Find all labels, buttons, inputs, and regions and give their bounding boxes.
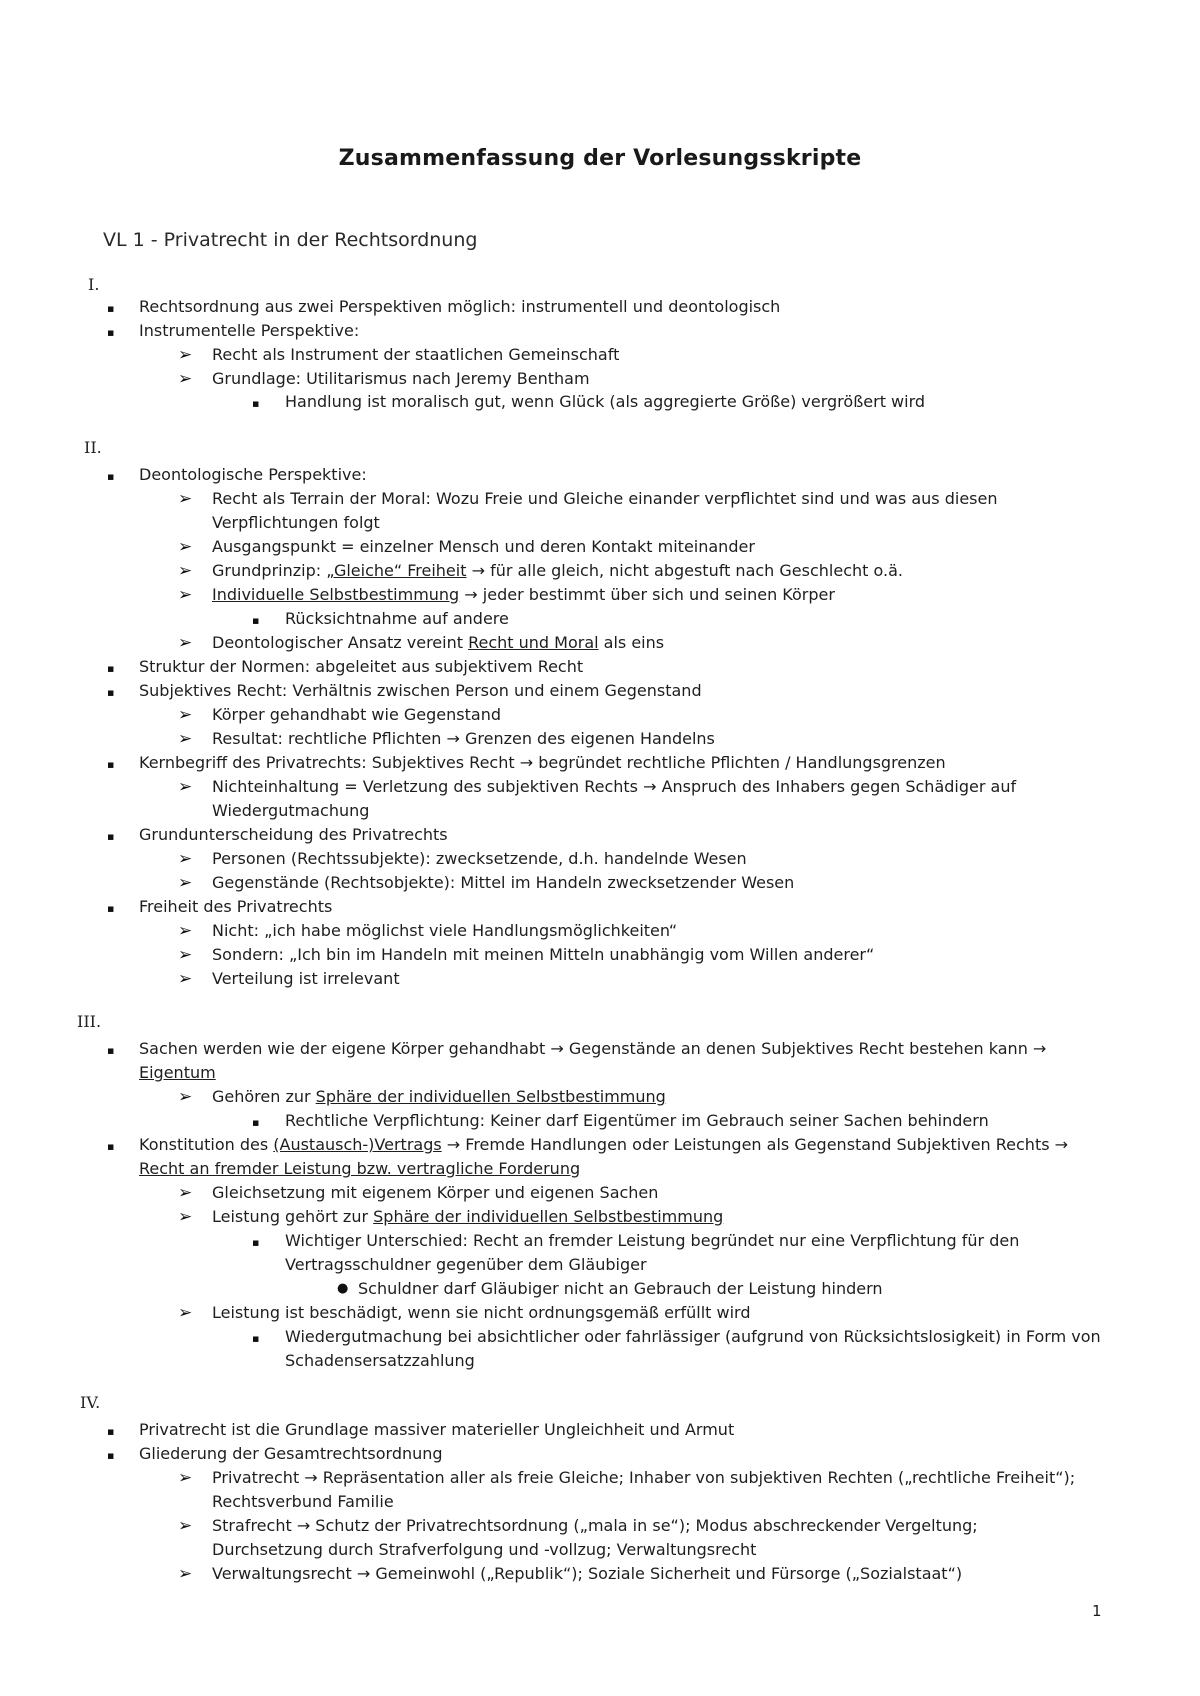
- list-item: Grundlage: Utilitarismus nach Jeremy Bentham: [212, 369, 590, 388]
- lecture-heading: VL 1 - Privatrecht in der Rechtsordnung: [103, 229, 478, 251]
- bullet-square: ▪: [107, 1140, 115, 1153]
- section-number-3: III.: [77, 1012, 102, 1031]
- bullet-arrow: ➢: [178, 1183, 193, 1203]
- bullet-square: ▪: [107, 470, 115, 483]
- list-item: Gegenstände (Rechtsobjekte): Mittel im Handeln zwecksetzender Wesen: [212, 873, 795, 892]
- underlined-term: Eigentum: [139, 1063, 216, 1082]
- list-item-continuation: Wiedergutmachung: [212, 801, 370, 820]
- list-item: Ausgangspunkt = einzelner Mensch und deren Kontakt miteinander: [212, 537, 755, 556]
- list-item: Strafrecht → Schutz der Privatrechtsordnung („mala in se“); Modus abschreckender Vergeltung;: [212, 1516, 978, 1535]
- bullet-square: ▪: [252, 1116, 260, 1129]
- bullet-arrow: ➢: [178, 489, 193, 509]
- bullet-square: ▪: [107, 758, 115, 771]
- underlined-term: Sphäre der individuellen Selbstbestimmung: [373, 1207, 724, 1226]
- list-item: Recht als Instrument der staatlichen Gemeinschaft: [212, 345, 620, 364]
- list-item-continuation: Vertragsschuldner gegenüber dem Gläubiger: [285, 1255, 647, 1274]
- underlined-term: Recht und Moral: [468, 633, 599, 652]
- bullet-arrow: ➢: [178, 1468, 193, 1488]
- list-item-continuation: Verpflichtungen folgt: [212, 513, 380, 532]
- section-number-2: II.: [84, 438, 102, 457]
- bullet-arrow: ➢: [178, 1303, 193, 1323]
- section-number-1: I.: [88, 275, 100, 294]
- list-item: Schuldner darf Gläubiger nicht an Gebrauch der Leistung hindern: [358, 1279, 883, 1298]
- list-item: Handlung ist moralisch gut, wenn Glück (als aggregierte Größe) vergrößert wird: [285, 392, 926, 411]
- list-item: Nicht: „ich habe möglichst viele Handlungsmöglichkeiten“: [212, 921, 678, 940]
- bullet-arrow: ➢: [178, 969, 193, 989]
- list-item: Sachen werden wie der eigene Körper gehandhabt → Gegenstände an denen Subjektives Recht bestehen kann →: [139, 1039, 1047, 1058]
- list-item: Resultat: rechtliche Pflichten → Grenzen des eigenen Handelns: [212, 729, 715, 748]
- document-title: Zusammenfassung der Vorlesungsskripte: [338, 146, 862, 171]
- list-item-continuation: Rechtsverbund Familie: [212, 1492, 394, 1511]
- underlined-term: Recht an fremder Leistung bzw. vertragliche Forderung: [139, 1159, 581, 1178]
- list-item: Sondern: „Ich bin im Handeln mit meinen Mitteln unabhängig vom Willen anderer“: [212, 945, 875, 964]
- bullet-arrow: ➢: [178, 537, 193, 557]
- bullet-square: ▪: [252, 1236, 260, 1249]
- list-item: Leistung ist beschädigt, wenn sie nicht ordnungsgemäß erfüllt wird: [212, 1303, 751, 1322]
- bullet-arrow: ➢: [178, 1564, 193, 1584]
- section-number-4: IV.: [80, 1393, 101, 1412]
- bullet-arrow: ➢: [178, 561, 193, 581]
- list-item: Rücksichtnahme auf andere: [285, 609, 509, 628]
- bullet-arrow: ➢: [178, 849, 193, 869]
- bullet-square: ▪: [107, 686, 115, 699]
- bullet-square: ▪: [252, 397, 260, 410]
- list-item: Konstitution des (Austausch-)Vertrags → Fremde Handlungen oder Leistungen als Gegenstand Subjektiven Rechts →: [139, 1135, 1069, 1154]
- bullet-square: ▪: [252, 614, 260, 627]
- list-item: Wichtiger Unterschied: Recht an fremder Leistung begründet nur eine Verpflichtung für den: [285, 1231, 1020, 1250]
- bullet-square: ▪: [107, 326, 115, 339]
- list-item-continuation: Schadensersatzzahlung: [285, 1351, 475, 1370]
- list-item: Leistung gehört zur Sphäre der individuellen Selbstbestimmung: [212, 1207, 724, 1226]
- list-item: Freiheit des Privatrechts: [139, 897, 333, 916]
- bullet-arrow: ➢: [178, 633, 193, 653]
- list-item: Gliederung der Gesamtrechtsordnung: [139, 1444, 443, 1463]
- list-item: Recht als Terrain der Moral: Wozu Freie und Gleiche einander verpflichtet sind und was aus diesen: [212, 489, 998, 508]
- list-item: Körper gehandhabt wie Gegenstand: [212, 705, 501, 724]
- list-item: Rechtsordnung aus zwei Perspektiven möglich: instrumentell und deontologisch: [139, 297, 781, 316]
- list-item: Instrumentelle Perspektive:: [139, 321, 360, 340]
- bullet-square: ▪: [107, 1449, 115, 1462]
- list-item: Grundprinzip: „Gleiche“ Freiheit → für alle gleich, nicht abgestuft nach Geschlecht o.ä.: [212, 561, 903, 580]
- underlined-term: Individuelle Selbstbestimmung: [212, 585, 460, 604]
- bullet-arrow: ➢: [178, 369, 193, 389]
- bullet-square: ▪: [107, 1425, 115, 1438]
- underlined-term: „Gleiche“ Freiheit: [326, 561, 467, 580]
- bullet-square: ▪: [107, 1044, 115, 1057]
- bullet-arrow: ➢: [178, 1516, 193, 1536]
- page-number: 1: [1092, 1602, 1102, 1620]
- bullet-arrow: ➢: [178, 777, 193, 797]
- bullet-square: ▪: [107, 902, 115, 915]
- bullet-arrow: ➢: [178, 585, 193, 605]
- bullet-arrow: ➢: [178, 921, 193, 941]
- list-item: Struktur der Normen: abgeleitet aus subjektivem Recht: [139, 657, 584, 676]
- list-item: Personen (Rechtssubjekte): zwecksetzende, d.h. handelnde Wesen: [212, 849, 747, 868]
- list-item: Nichteinhaltung = Verletzung des subjektiven Rechts → Anspruch des Inhabers gegen Schädiger auf: [212, 777, 1017, 796]
- list-item-continuation: Durchsetzung durch Strafverfolgung und -vollzug; Verwaltungsrecht: [212, 1540, 757, 1559]
- bullet-arrow: ➢: [178, 345, 193, 365]
- list-item: Gehören zur Sphäre der individuellen Selbstbestimmung: [212, 1087, 666, 1106]
- list-item: Subjektives Recht: Verhältnis zwischen Person und einem Gegenstand: [139, 681, 702, 700]
- list-item: Individuelle Selbstbestimmung → jeder bestimmt über sich und seinen Körper: [212, 585, 835, 604]
- bullet-arrow: ➢: [178, 1207, 193, 1227]
- list-item: Rechtliche Verpflichtung: Keiner darf Eigentümer im Gebrauch seiner Sachen behindern: [285, 1111, 989, 1130]
- bullet-square: ▪: [107, 302, 115, 315]
- bullet-arrow: ➢: [178, 945, 193, 965]
- underlined-term: (Austausch-)Vertrags: [273, 1135, 442, 1154]
- list-item: Wiedergutmachung bei absichtlicher oder fahrlässiger (aufgrund von Rücksichtslosigkeit) in Form von: [285, 1327, 1101, 1346]
- list-item: Verteilung ist irrelevant: [212, 969, 400, 988]
- list-item: Gleichsetzung mit eigenem Körper und eigenen Sachen: [212, 1183, 659, 1202]
- bullet-dot: ●: [337, 1281, 349, 1296]
- list-item: Deontologische Perspektive:: [139, 465, 367, 484]
- list-item: Deontologischer Ansatz vereint Recht und Moral als eins: [212, 633, 665, 652]
- bullet-square: ▪: [107, 662, 115, 675]
- bullet-arrow: ➢: [178, 1087, 193, 1107]
- underlined-term: Sphäre der individuellen Selbstbestimmung: [315, 1087, 666, 1106]
- list-item: Privatrecht → Repräsentation aller als freie Gleiche; Inhaber von subjektiven Rechten („rechtliche Freiheit“);: [212, 1468, 1076, 1487]
- bullet-arrow: ➢: [178, 873, 193, 893]
- list-item: Privatrecht ist die Grundlage massiver materieller Ungleichheit und Armut: [139, 1420, 735, 1439]
- list-item: Kernbegriff des Privatrechts: Subjektives Recht → begründet rechtliche Pflichten / Handlungsgrenzen: [139, 753, 946, 772]
- bullet-square: ▪: [107, 830, 115, 843]
- list-item: Grundunterscheidung des Privatrechts: [139, 825, 448, 844]
- bullet-square: ▪: [252, 1332, 260, 1345]
- list-item: Verwaltungsrecht → Gemeinwohl („Republik“); Soziale Sicherheit und Fürsorge („Sozialstaat“): [212, 1564, 963, 1583]
- bullet-arrow: ➢: [178, 729, 193, 749]
- bullet-arrow: ➢: [178, 705, 193, 725]
